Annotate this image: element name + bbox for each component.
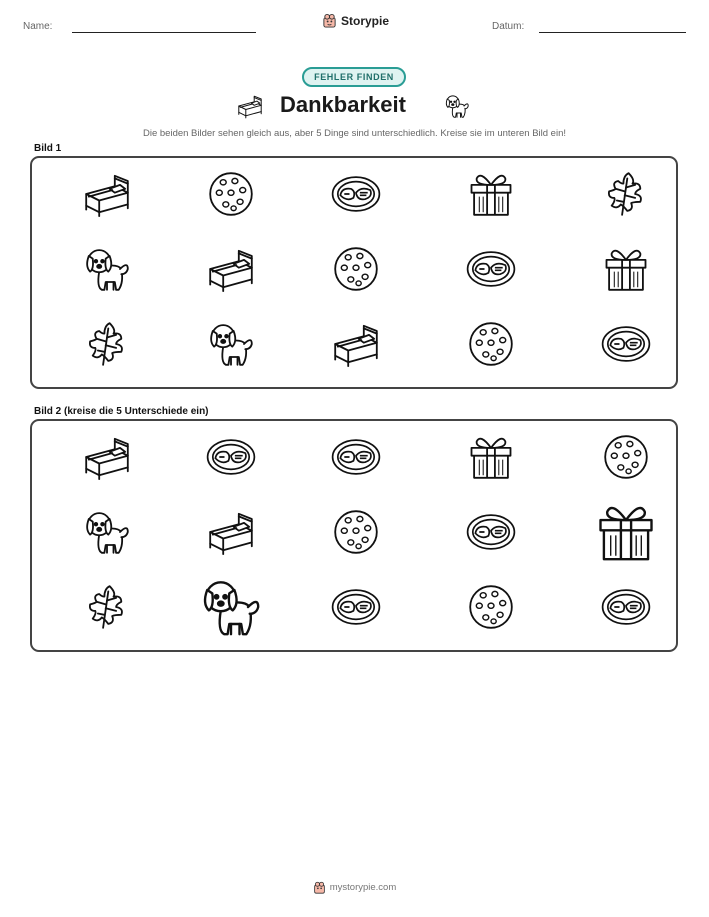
puppy-icon[interactable] (78, 506, 136, 558)
gift-icon (597, 243, 655, 295)
worksheet-type-badge: FEHLER FINDEN (302, 67, 406, 87)
leaf-icon (78, 318, 136, 370)
cookie-icon[interactable] (462, 581, 520, 633)
bed-icon[interactable] (202, 506, 260, 558)
gift-icon[interactable] (591, 498, 661, 566)
puppy-icon[interactable] (196, 573, 266, 641)
name-field[interactable] (72, 32, 256, 33)
bed-icon[interactable] (78, 431, 136, 483)
storypie-logo-icon (322, 13, 337, 28)
plate-icon[interactable] (327, 581, 385, 633)
cookie-icon (327, 243, 385, 295)
bed-icon (78, 168, 136, 220)
brand-name: Storypie (341, 13, 390, 28)
plate-icon[interactable] (462, 506, 520, 558)
gift-icon (462, 168, 520, 220)
puppy-icon (78, 243, 136, 295)
brand-logo (322, 13, 389, 28)
date-label: Datum: (492, 21, 525, 32)
plate-icon (462, 243, 520, 295)
plate-icon[interactable] (202, 431, 260, 483)
footer (0, 881, 709, 894)
instructions: Die beiden Bilder sehen gleich aus, aber 5 Dinge sind unterschiedlich. Kreise sie im unteren Bild ein! (143, 128, 566, 139)
gift-icon[interactable] (462, 431, 520, 483)
name-label: Name: (23, 21, 53, 32)
picture-1-label: Bild 1 (34, 143, 62, 154)
puppy-icon (443, 92, 471, 120)
bed-icon (202, 243, 260, 295)
picture-2-label: Bild 2 (kreise die 5 Unterschiede ein) (34, 406, 209, 417)
picture-1-panel (30, 156, 678, 389)
plate-icon[interactable] (327, 431, 385, 483)
picture-2-panel[interactable] (30, 419, 678, 652)
bed-icon (327, 318, 385, 370)
cookie-icon[interactable] (327, 506, 385, 558)
bed-icon (236, 92, 264, 120)
plate-icon (597, 318, 655, 370)
puppy-icon (202, 318, 260, 370)
storypie-logo-icon (313, 881, 326, 894)
date-field[interactable] (539, 32, 686, 33)
cookie-icon[interactable] (597, 431, 655, 483)
leaf-icon (597, 168, 655, 220)
plate-icon[interactable] (597, 581, 655, 633)
page-title: Dankbarkeit (280, 92, 406, 117)
footer-site[interactable]: mystorypie.com (329, 882, 397, 893)
leaf-icon[interactable] (78, 581, 136, 633)
plate-icon (327, 168, 385, 220)
cookie-icon (202, 168, 260, 220)
cookie-icon (462, 318, 520, 370)
